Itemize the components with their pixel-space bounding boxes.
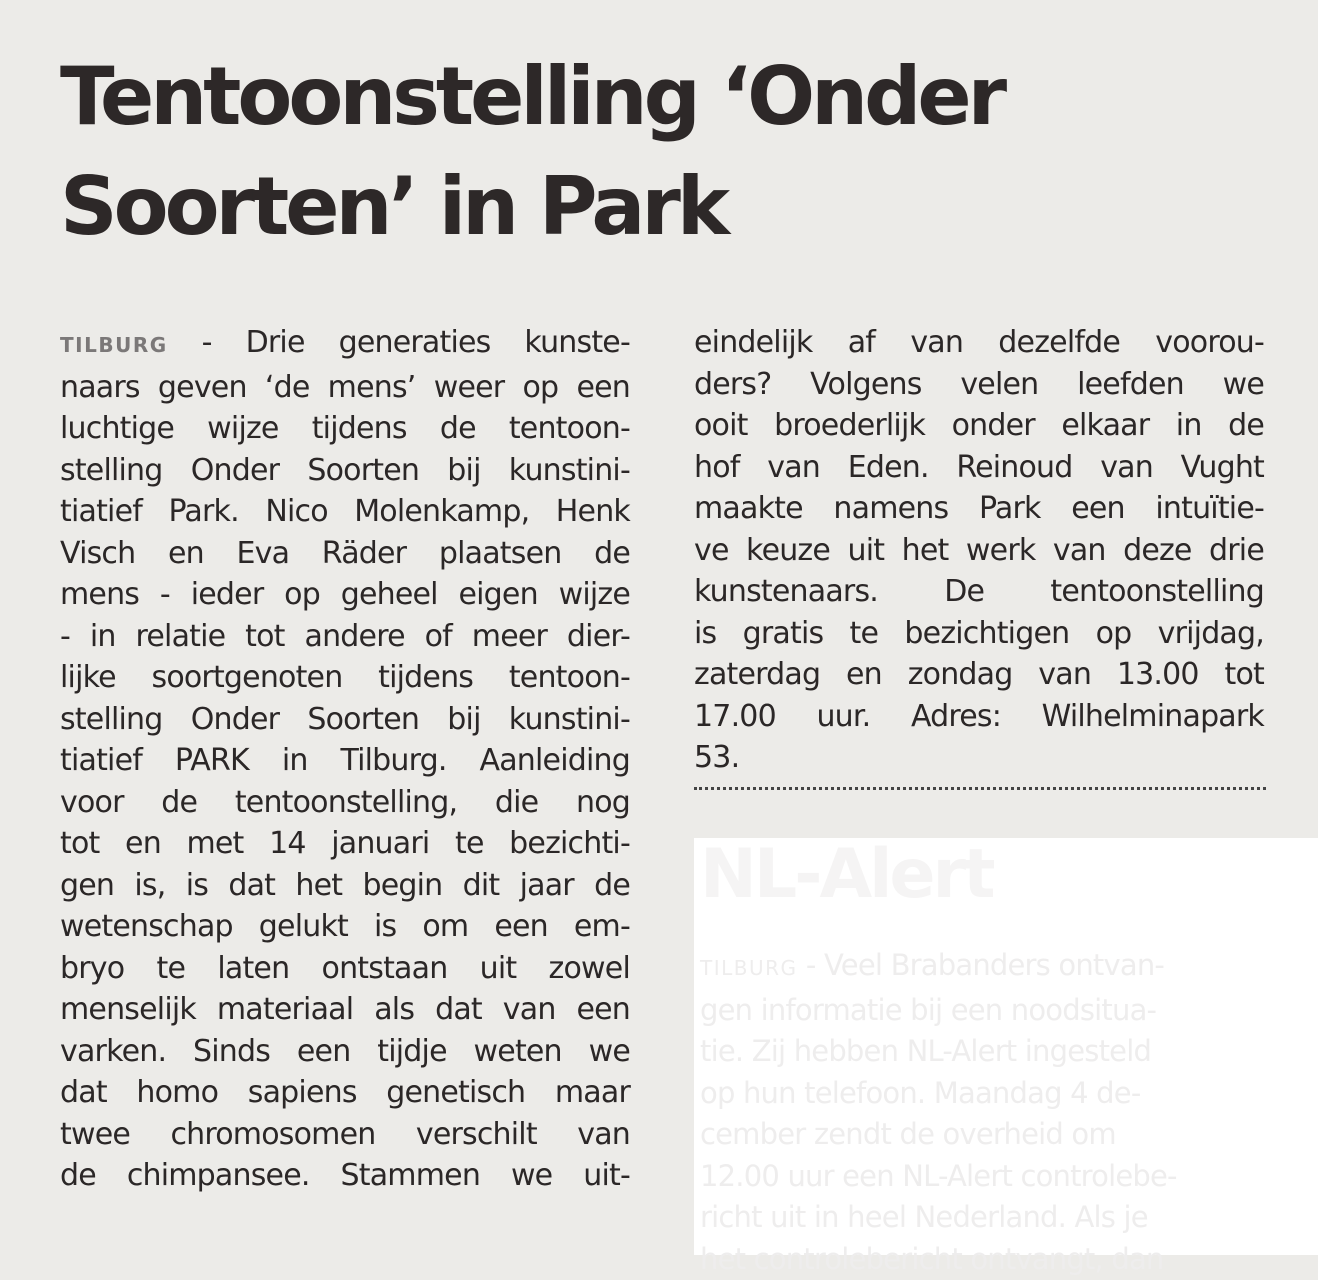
faded-dateline: TILBURG	[700, 956, 798, 980]
headline-line-2: Soorten’ in Park	[60, 152, 1260, 262]
body-line: stelling Onder Soorten bij kunstini-	[60, 450, 630, 492]
faded-line: richt uit in heel Nederland. Als je	[700, 1197, 1260, 1239]
body-line: naars geven ‘de mens’ weer op een	[60, 367, 630, 409]
body-line: twee chromosomen verschilt van	[60, 1114, 630, 1156]
body-line: menselijk materiaal als dat van een	[60, 989, 630, 1031]
body-line: hof van Eden. Reinoud van Vught	[694, 447, 1264, 489]
dateline: TILBURG	[60, 333, 168, 357]
body-line: 53.	[694, 737, 1264, 779]
body-line: bryo te laten ontstaan uit zowel	[60, 948, 630, 990]
body-line: kunstenaars. De tentoonstelling	[694, 571, 1264, 613]
faded-article-body	[700, 945, 1260, 1280]
body-line: luchtige wijze tijdens de tentoon-	[60, 408, 630, 450]
body-line: voor de tentoonstelling, die nog	[60, 782, 630, 824]
body-line: ders? Volgens velen leefden we	[694, 364, 1264, 406]
body-line: Visch en Eva Räder plaatsen de	[60, 533, 630, 575]
body-line: wetenschap gelukt is om een em-	[60, 906, 630, 948]
body-line: lijke soortgenoten tijdens tentoon-	[60, 657, 630, 699]
body-line: mens - ieder op geheel eigen wijze	[60, 574, 630, 616]
body-line: 17.00 uur. Adres: Wilhelminapark	[694, 696, 1264, 738]
faded-line: TILBURG - Veel Brabanders ontvan-	[700, 945, 1260, 990]
body-line: de chimpansee. Stammen we uit-	[60, 1155, 630, 1197]
faded-line: gen informatie bij een noodsitua-	[700, 990, 1260, 1032]
body-line: tiatief Park. Nico Molenkamp, Henk	[60, 491, 630, 533]
body-line: zaterdag en zondag van 13.00 tot	[694, 654, 1264, 696]
faded-line: cember zendt de overheid om	[700, 1114, 1260, 1156]
body-line: TILBURG - Drie generaties kunste-	[60, 322, 630, 367]
article-headline	[60, 42, 1260, 262]
headline-line-1: Tentoonstelling ‘Onder	[60, 42, 1260, 152]
faded-line: op hun telefoon. Maandag 4 de-	[700, 1073, 1260, 1115]
body-line: ooit broederlijk onder elkaar in de	[694, 405, 1264, 447]
body-line: varken. Sinds een tijdje weten we	[60, 1031, 630, 1073]
body-line: maakte namens Park een intuïtie-	[694, 488, 1264, 530]
body-line: eindelijk af van dezelfde voorou-	[694, 322, 1264, 364]
body-line: tot en met 14 januari te bezichti-	[60, 823, 630, 865]
body-line: stelling Onder Soorten bij kunstini-	[60, 699, 630, 741]
body-line: dat homo sapiens genetisch maar	[60, 1072, 630, 1114]
dotted-separator	[694, 787, 1266, 790]
body-line: is gratis te bezichtigen op vrijdag,	[694, 613, 1264, 655]
faded-line: 12.00 uur een NL-Alert controlebe-	[700, 1156, 1260, 1198]
body-line: gen is, is dat het begin dit jaar de	[60, 865, 630, 907]
left-text-column	[60, 322, 630, 1197]
body-line: tiatief PARK in Tilburg. Aanleiding	[60, 740, 630, 782]
right-text-column	[694, 322, 1264, 779]
body-line: - in relatie tot andere of meer dier-	[60, 616, 630, 658]
faded-article-title: NL-Alert	[700, 835, 993, 914]
faded-line: het controlebericht ontvangt, dan	[700, 1239, 1260, 1280]
faded-line: tie. Zij hebben NL-Alert ingesteld	[700, 1031, 1260, 1073]
body-line: ve keuze uit het werk van deze drie	[694, 530, 1264, 572]
